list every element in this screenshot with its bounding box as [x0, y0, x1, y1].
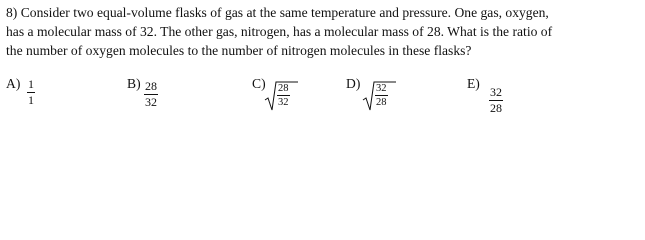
- denominator: 28: [376, 97, 387, 108]
- numerator: 32: [490, 85, 502, 99]
- denominator: 1: [28, 93, 34, 107]
- numerator: 28: [145, 79, 157, 93]
- question-line: the number of oxygen molecules to the number of nitrogen molecules in these flasks?: [6, 43, 472, 58]
- denominator: 28: [490, 101, 502, 115]
- fraction: [144, 80, 158, 109]
- fraction: [375, 83, 388, 108]
- choice-letter: D): [346, 76, 361, 91]
- numerator: 28: [278, 83, 289, 94]
- question-line: 8) Consider two equal-volume flasks of gas at the same temperature and pressure. One gas, oxygen,: [6, 5, 549, 20]
- square-root: [264, 80, 298, 112]
- choice-letter: E): [467, 76, 480, 91]
- denominator: 32: [278, 97, 289, 108]
- fraction: [277, 83, 290, 108]
- answer-choices: [0, 74, 645, 134]
- question-text: [6, 3, 641, 60]
- denominator: 32: [145, 95, 157, 109]
- fraction: [27, 78, 35, 107]
- square-root: [362, 80, 396, 112]
- numerator: 1: [28, 77, 34, 91]
- choice-letter: A): [6, 76, 21, 91]
- choice-letter: B): [127, 76, 141, 91]
- question-line: has a molecular mass of 32. The other gas, nitrogen, has a molecular mass of 28. What is the ratio of: [6, 24, 553, 39]
- numerator: 32: [376, 83, 387, 94]
- fraction: [489, 86, 503, 115]
- choice-letter: C): [252, 76, 266, 91]
